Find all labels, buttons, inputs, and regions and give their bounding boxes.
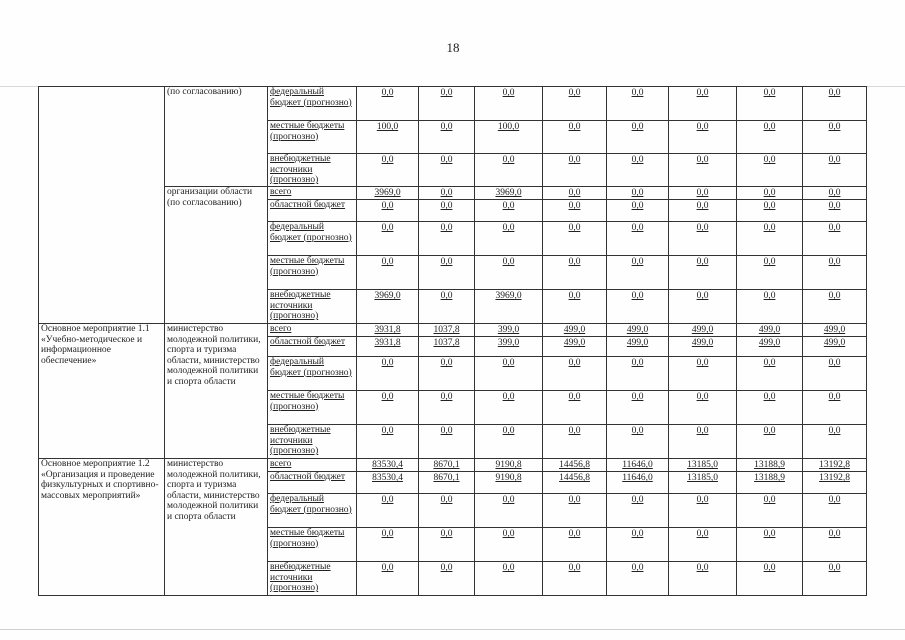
value-cell: 0,0 xyxy=(737,528,803,562)
value-cell: 0,0 xyxy=(475,425,543,459)
value-cell: 0,0 xyxy=(607,357,669,391)
value-cell: 0,0 xyxy=(475,200,543,222)
value-cell: 0,0 xyxy=(737,200,803,222)
value-cell: 0,0 xyxy=(737,425,803,459)
value-cell: 399,0 xyxy=(475,324,543,337)
value-cell: 499,0 xyxy=(669,324,737,337)
value-cell: 0,0 xyxy=(607,154,669,187)
value-cell: 0,0 xyxy=(803,222,867,256)
value-cell: 0,0 xyxy=(419,357,475,391)
value-cell: 1037,8 xyxy=(419,337,475,357)
value-cell: 83530,4 xyxy=(357,472,419,494)
value-cell: 0,0 xyxy=(607,200,669,222)
value-cell: 0,0 xyxy=(475,528,543,562)
value-cell: 0,0 xyxy=(543,121,607,154)
value-cell: 0,0 xyxy=(419,425,475,459)
value-cell: 0,0 xyxy=(419,562,475,596)
value-cell: 0,0 xyxy=(543,200,607,222)
value-cell: 0,0 xyxy=(357,562,419,596)
value-cell: 0,0 xyxy=(543,187,607,200)
funding-source-cell: всего xyxy=(268,459,357,472)
value-cell: 0,0 xyxy=(357,154,419,187)
funding-source-cell: федеральный бюджет (прогнозно) xyxy=(268,222,357,256)
value-cell: 0,0 xyxy=(669,562,737,596)
value-cell: 499,0 xyxy=(543,324,607,337)
value-cell: 399,0 xyxy=(475,337,543,357)
value-cell: 0,0 xyxy=(357,494,419,528)
value-cell: 0,0 xyxy=(737,222,803,256)
value-cell: 0,0 xyxy=(357,200,419,222)
value-cell: 0,0 xyxy=(543,494,607,528)
funding-source-cell: местные бюджеты (прогнозно) xyxy=(268,391,357,425)
value-cell: 0,0 xyxy=(419,528,475,562)
value-cell: 0,0 xyxy=(475,494,543,528)
activity-cell: Основное мероприятие 1.2 «Организация и проведение физкультурных и спортивно-массовых мероприятий» xyxy=(39,459,165,596)
value-cell: 0,0 xyxy=(419,187,475,200)
value-cell: 14456,8 xyxy=(543,472,607,494)
value-cell: 0,0 xyxy=(607,290,669,324)
funding-source-cell: федеральный бюджет (прогнозно) xyxy=(268,87,357,121)
activity-cell xyxy=(39,87,165,324)
value-cell: 0,0 xyxy=(737,256,803,290)
value-cell: 0,0 xyxy=(669,121,737,154)
value-cell: 14456,8 xyxy=(543,459,607,472)
value-cell: 0,0 xyxy=(669,222,737,256)
value-cell: 0,0 xyxy=(357,256,419,290)
value-cell: 0,0 xyxy=(803,154,867,187)
funding-source-cell: областной бюджет xyxy=(268,472,357,494)
value-cell: 11646,0 xyxy=(607,472,669,494)
funding-source-cell: всего xyxy=(268,187,357,200)
value-cell: 0,0 xyxy=(475,87,543,121)
value-cell: 0,0 xyxy=(475,256,543,290)
value-cell: 0,0 xyxy=(803,200,867,222)
value-cell: 0,0 xyxy=(803,187,867,200)
value-cell: 0,0 xyxy=(419,256,475,290)
value-cell: 0,0 xyxy=(419,200,475,222)
value-cell: 0,0 xyxy=(737,391,803,425)
value-cell: 0,0 xyxy=(607,87,669,121)
value-cell: 499,0 xyxy=(737,337,803,357)
value-cell: 0,0 xyxy=(475,562,543,596)
table-row xyxy=(39,459,867,472)
value-cell: 0,0 xyxy=(543,357,607,391)
bottom-rule xyxy=(0,629,905,630)
page-number: 18 xyxy=(446,40,460,55)
value-cell: 8670,1 xyxy=(419,459,475,472)
value-cell: 0,0 xyxy=(357,391,419,425)
funding-source-cell: всего xyxy=(268,324,357,337)
value-cell: 0,0 xyxy=(737,187,803,200)
value-cell: 0,0 xyxy=(475,222,543,256)
value-cell: 0,0 xyxy=(803,357,867,391)
value-cell: 0,0 xyxy=(543,256,607,290)
value-cell: 100,0 xyxy=(357,121,419,154)
value-cell: 0,0 xyxy=(737,562,803,596)
value-cell: 3969,0 xyxy=(357,290,419,324)
value-cell: 0,0 xyxy=(419,222,475,256)
value-cell: 13185,0 xyxy=(669,459,737,472)
funding-source-cell: внебюджетные источники (прогнозно) xyxy=(268,154,357,187)
funding-source-cell: внебюджетные источники (прогнозно) xyxy=(268,290,357,324)
value-cell: 0,0 xyxy=(737,154,803,187)
value-cell: 0,0 xyxy=(475,357,543,391)
value-cell: 0,0 xyxy=(607,425,669,459)
value-cell: 0,0 xyxy=(357,425,419,459)
executor-cell: министерство молодежной политики, спорта и туризма области, министерство молодежной политики и спорта области xyxy=(165,324,268,459)
activity-cell: Основное мероприятие 1.1 «Учебно-методическое и информационное обеспечение» xyxy=(39,324,165,459)
value-cell: 0,0 xyxy=(543,562,607,596)
value-cell: 0,0 xyxy=(669,290,737,324)
value-cell: 0,0 xyxy=(803,562,867,596)
value-cell: 0,0 xyxy=(543,222,607,256)
value-cell: 0,0 xyxy=(543,425,607,459)
value-cell: 0,0 xyxy=(803,87,867,121)
value-cell: 0,0 xyxy=(607,187,669,200)
value-cell: 499,0 xyxy=(737,324,803,337)
value-cell: 0,0 xyxy=(669,200,737,222)
executor-cell: (по согласованию) xyxy=(165,87,268,187)
funding-source-cell: внебюджетные источники (прогнозно) xyxy=(268,425,357,459)
value-cell: 0,0 xyxy=(419,121,475,154)
funding-source-cell: внебюджетные источники (прогнозно) xyxy=(268,562,357,596)
value-cell: 0,0 xyxy=(737,357,803,391)
value-cell: 0,0 xyxy=(803,528,867,562)
value-cell: 0,0 xyxy=(357,222,419,256)
value-cell: 0,0 xyxy=(607,391,669,425)
value-cell: 0,0 xyxy=(543,290,607,324)
value-cell: 0,0 xyxy=(669,528,737,562)
value-cell: 8670,1 xyxy=(419,472,475,494)
value-cell: 0,0 xyxy=(669,425,737,459)
value-cell: 0,0 xyxy=(737,290,803,324)
value-cell: 0,0 xyxy=(475,154,543,187)
table-body xyxy=(39,87,867,596)
value-cell: 100,0 xyxy=(475,121,543,154)
value-cell: 0,0 xyxy=(357,87,419,121)
value-cell: 0,0 xyxy=(419,87,475,121)
value-cell: 0,0 xyxy=(803,391,867,425)
value-cell: 0,0 xyxy=(607,121,669,154)
value-cell: 0,0 xyxy=(737,121,803,154)
value-cell: 0,0 xyxy=(543,391,607,425)
executor-cell: министерство молодежной политики, спорта и туризма области, министерство молодежной политики и спорта области xyxy=(165,459,268,596)
value-cell: 83530,4 xyxy=(357,459,419,472)
value-cell: 0,0 xyxy=(737,87,803,121)
executor-cell: организации области (по согласованию) xyxy=(165,187,268,324)
value-cell: 0,0 xyxy=(669,494,737,528)
value-cell: 0,0 xyxy=(669,357,737,391)
value-cell: 1037,8 xyxy=(419,324,475,337)
funding-source-cell: местные бюджеты (прогнозно) xyxy=(268,121,357,154)
value-cell: 13188,9 xyxy=(737,459,803,472)
value-cell: 13192,8 xyxy=(803,459,867,472)
value-cell: 0,0 xyxy=(357,528,419,562)
value-cell: 499,0 xyxy=(607,324,669,337)
value-cell: 0,0 xyxy=(419,494,475,528)
value-cell: 3931,8 xyxy=(357,337,419,357)
value-cell: 0,0 xyxy=(357,357,419,391)
value-cell: 499,0 xyxy=(669,337,737,357)
table-row xyxy=(39,87,867,121)
value-cell: 0,0 xyxy=(607,222,669,256)
value-cell: 499,0 xyxy=(543,337,607,357)
value-cell: 3931,8 xyxy=(357,324,419,337)
funding-source-cell: федеральный бюджет (прогнозно) xyxy=(268,494,357,528)
value-cell: 0,0 xyxy=(607,562,669,596)
value-cell: 0,0 xyxy=(669,187,737,200)
value-cell: 0,0 xyxy=(475,391,543,425)
value-cell: 0,0 xyxy=(419,391,475,425)
value-cell: 499,0 xyxy=(803,324,867,337)
value-cell: 499,0 xyxy=(607,337,669,357)
value-cell: 0,0 xyxy=(737,494,803,528)
value-cell: 9190,8 xyxy=(475,459,543,472)
value-cell: 0,0 xyxy=(419,154,475,187)
value-cell: 0,0 xyxy=(669,154,737,187)
funding-source-cell: областной бюджет xyxy=(268,200,357,222)
budget-table xyxy=(38,86,867,596)
value-cell: 0,0 xyxy=(803,494,867,528)
value-cell: 0,0 xyxy=(803,290,867,324)
value-cell: 0,0 xyxy=(607,256,669,290)
value-cell: 0,0 xyxy=(803,425,867,459)
value-cell: 13188,9 xyxy=(737,472,803,494)
value-cell: 0,0 xyxy=(803,121,867,154)
value-cell: 11646,0 xyxy=(607,459,669,472)
value-cell: 0,0 xyxy=(419,290,475,324)
value-cell: 0,0 xyxy=(669,391,737,425)
value-cell: 0,0 xyxy=(803,256,867,290)
funding-source-cell: федеральный бюджет (прогнозно) xyxy=(268,357,357,391)
funding-source-cell: местные бюджеты (прогнозно) xyxy=(268,528,357,562)
table-row xyxy=(39,324,867,337)
value-cell: 13185,0 xyxy=(669,472,737,494)
value-cell: 3969,0 xyxy=(475,187,543,200)
value-cell: 0,0 xyxy=(669,256,737,290)
value-cell: 499,0 xyxy=(803,337,867,357)
value-cell: 0,0 xyxy=(607,528,669,562)
value-cell: 0,0 xyxy=(607,494,669,528)
funding-source-cell: областной бюджет xyxy=(268,337,357,357)
value-cell: 0,0 xyxy=(543,528,607,562)
value-cell: 13192,8 xyxy=(803,472,867,494)
funding-source-cell: местные бюджеты (прогнозно) xyxy=(268,256,357,290)
value-cell: 0,0 xyxy=(669,87,737,121)
value-cell: 0,0 xyxy=(543,87,607,121)
value-cell: 3969,0 xyxy=(475,290,543,324)
value-cell: 3969,0 xyxy=(357,187,419,200)
value-cell: 0,0 xyxy=(543,154,607,187)
value-cell: 9190,8 xyxy=(475,472,543,494)
